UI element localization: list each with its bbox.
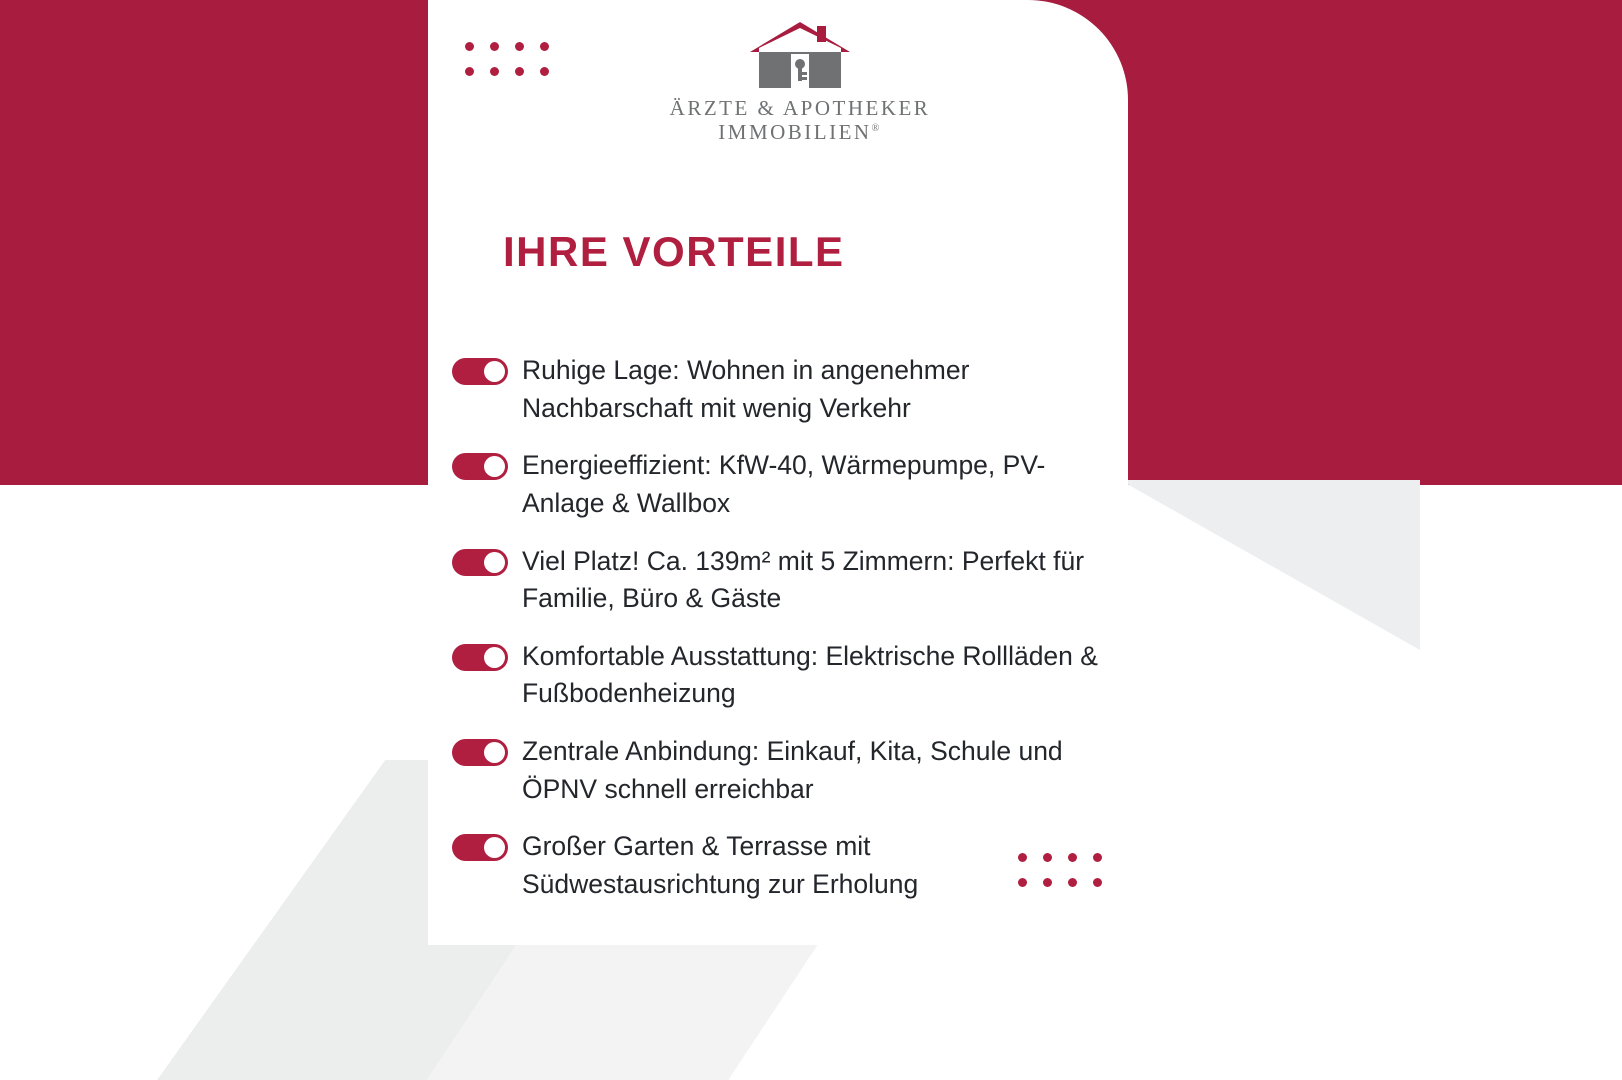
logo-line-1: ÄRZTE & APOTHEKER — [669, 96, 931, 120]
dot — [540, 67, 549, 76]
page-title: IHRE VORTEILE — [503, 228, 845, 275]
toggle-knob — [484, 361, 505, 382]
list-item — [452, 828, 1112, 903]
benefit-text: Zentrale Anbindung: Einkauf, Kita, Schule und ÖPNV schnell erreichbar — [522, 736, 1063, 804]
dot — [465, 42, 474, 51]
list-item — [452, 543, 1112, 618]
toggle-knob — [484, 552, 505, 573]
toggle-switch-on-icon[interactable] — [452, 453, 508, 480]
benefit-text: Energieeffizient: KfW-40, Wärmepumpe, PV-Anlage & Wallbox — [522, 450, 1046, 518]
dot — [465, 67, 474, 76]
dot — [515, 67, 524, 76]
toggle-knob — [484, 647, 505, 668]
benefit-text: Viel Platz! Ca. 139m² mit 5 Zimmern: Perfekt für Familie, Büro & Gäste — [522, 545, 1085, 614]
benefit-list — [452, 352, 1112, 924]
toggle-switch-on-icon[interactable] — [452, 358, 508, 385]
toggle-knob — [484, 456, 505, 477]
registered-mark: ® — [871, 123, 882, 135]
logo-line-2-text: IMMOBILIEN — [718, 120, 872, 145]
list-item — [452, 733, 1112, 808]
toggle-knob — [484, 837, 505, 858]
benefit-text: Ruhige Lage: Wohnen in angenehmer Nachbarschaft mit wenig Verkehr — [522, 355, 970, 423]
house-with-key-icon — [745, 22, 855, 88]
decorative-dot-grid-top — [465, 42, 549, 76]
toggle-knob — [484, 742, 505, 763]
dot — [490, 67, 499, 76]
benefit-text: Großer Garten & Terrasse mit Südwestausrichtung zur Erholung — [522, 831, 919, 899]
dot — [515, 42, 524, 51]
toggle-switch-on-icon[interactable] — [452, 834, 508, 861]
logo-line-2 — [640, 120, 960, 144]
list-item — [452, 352, 1112, 427]
toggle-switch-on-icon[interactable] — [452, 549, 508, 576]
benefit-text: Komfortable Ausstattung: Elektrische Rollläden & Fußbodenheizung — [522, 640, 1098, 709]
brand-logo — [640, 22, 960, 144]
list-item — [452, 638, 1112, 713]
dot — [490, 42, 499, 51]
dot — [540, 42, 549, 51]
toggle-switch-on-icon[interactable] — [452, 644, 508, 671]
list-item — [452, 447, 1112, 522]
toggle-switch-on-icon[interactable] — [452, 739, 508, 766]
